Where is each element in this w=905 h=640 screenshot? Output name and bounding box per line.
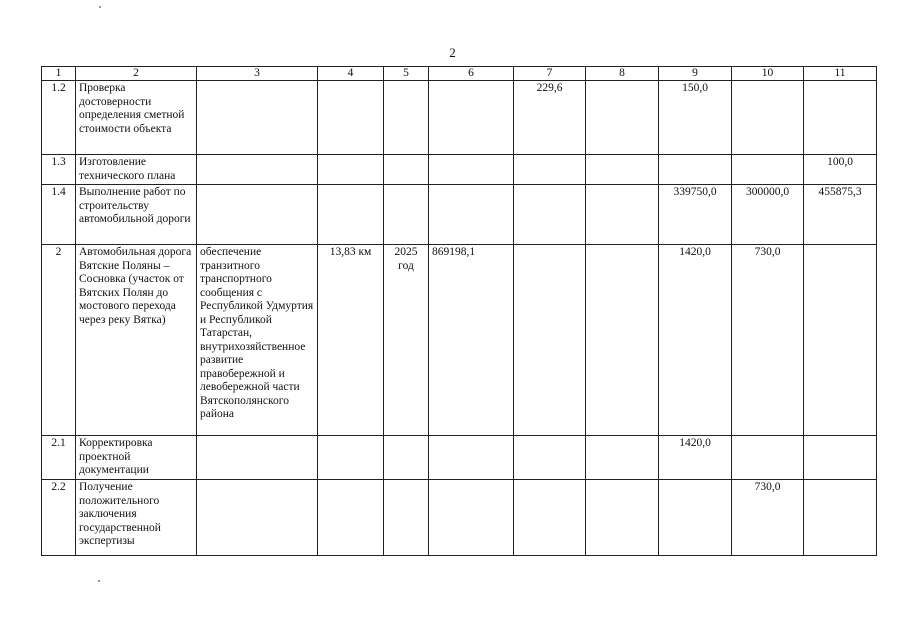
value-col7: 229,6 [514, 81, 586, 155]
column-header: 9 [659, 67, 732, 81]
value-col9 [659, 480, 732, 556]
length-cell [318, 155, 384, 185]
purpose-cell [197, 155, 318, 185]
purpose-cell [197, 185, 318, 245]
value-col10: 730,0 [732, 245, 804, 436]
row-number: 1.4 [42, 185, 76, 245]
page-number: 2 [449, 45, 456, 60]
length-cell [318, 185, 384, 245]
row-number: 2.2 [42, 480, 76, 556]
table-row [42, 185, 877, 245]
column-header: 11 [804, 67, 877, 81]
value-col8 [586, 81, 659, 155]
value-col9: 150,0 [659, 81, 732, 155]
value-col9 [659, 155, 732, 185]
year-cell [384, 81, 429, 155]
table-header-row [42, 67, 877, 81]
cost-cell: 869198,1 [429, 245, 514, 436]
table-row [42, 81, 877, 155]
column-header: 8 [586, 67, 659, 81]
value-col8 [586, 436, 659, 480]
year-cell [384, 185, 429, 245]
value-col8 [586, 155, 659, 185]
column-header: 2 [76, 67, 197, 81]
value-col9: 1420,0 [659, 245, 732, 436]
value-col11 [804, 245, 877, 436]
row-number: 2.1 [42, 436, 76, 480]
value-col9: 339750,0 [659, 185, 732, 245]
data-table [41, 66, 877, 556]
purpose-cell [197, 480, 318, 556]
work-name: Выполнение работ по строительству автомобильной дороги [76, 185, 197, 245]
value-col8 [586, 245, 659, 436]
value-col11: 455875,3 [804, 185, 877, 245]
table-row [42, 436, 877, 480]
value-col8 [586, 480, 659, 556]
table-row [42, 245, 877, 436]
purpose-cell: обеспечение транзитного транспортного сообщения с Республикой Удмуртия и Республикой Татарстан, внутрихозяйственное развитие правобережной и левобережной части Вятскополянского района [197, 245, 318, 436]
row-number: 1.3 [42, 155, 76, 185]
column-header: 7 [514, 67, 586, 81]
column-header: 4 [318, 67, 384, 81]
column-header: 6 [429, 67, 514, 81]
value-col8 [586, 185, 659, 245]
row-number: 2 [42, 245, 76, 436]
value-col10: 730,0 [732, 480, 804, 556]
year-cell: 2025 год [384, 245, 429, 436]
value-col10: 300000,0 [732, 185, 804, 245]
value-col10 [732, 436, 804, 480]
cost-cell [429, 436, 514, 480]
table-row [42, 155, 877, 185]
work-name: Автомобильная дорога Вятские Поляны – Сосновка (участок от Вятских Полян до мостового перехода через реку Вятка) [76, 245, 197, 436]
column-header: 3 [197, 67, 318, 81]
length-cell [318, 436, 384, 480]
length-cell [318, 480, 384, 556]
year-cell [384, 480, 429, 556]
value-col11 [804, 81, 877, 155]
table-row [42, 480, 877, 556]
length-cell: 13,83 км [318, 245, 384, 436]
scan-speck [99, 6, 101, 8]
row-number: 1.2 [42, 81, 76, 155]
work-name: Корректировка проектной документации [76, 436, 197, 480]
purpose-cell [197, 81, 318, 155]
work-name: Получение положительного заключения государственной экспертизы [76, 480, 197, 556]
work-name: Проверка достоверности определения сметной стоимости объекта [76, 81, 197, 155]
column-header: 5 [384, 67, 429, 81]
year-cell [384, 155, 429, 185]
value-col11 [804, 436, 877, 480]
value-col7 [514, 155, 586, 185]
work-name: Изготовление технического плана [76, 155, 197, 185]
value-col7 [514, 245, 586, 436]
value-col11 [804, 480, 877, 556]
year-cell [384, 436, 429, 480]
cost-cell [429, 81, 514, 155]
value-col10 [732, 81, 804, 155]
column-header: 1 [42, 67, 76, 81]
cost-cell [429, 480, 514, 556]
value-col7 [514, 480, 586, 556]
cost-cell [429, 185, 514, 245]
value-col11: 100,0 [804, 155, 877, 185]
value-col10 [732, 155, 804, 185]
value-col9: 1420,0 [659, 436, 732, 480]
value-col7 [514, 185, 586, 245]
purpose-cell [197, 436, 318, 480]
scan-speck [98, 580, 100, 582]
cost-cell [429, 155, 514, 185]
value-col7 [514, 436, 586, 480]
column-header: 10 [732, 67, 804, 81]
length-cell [318, 81, 384, 155]
